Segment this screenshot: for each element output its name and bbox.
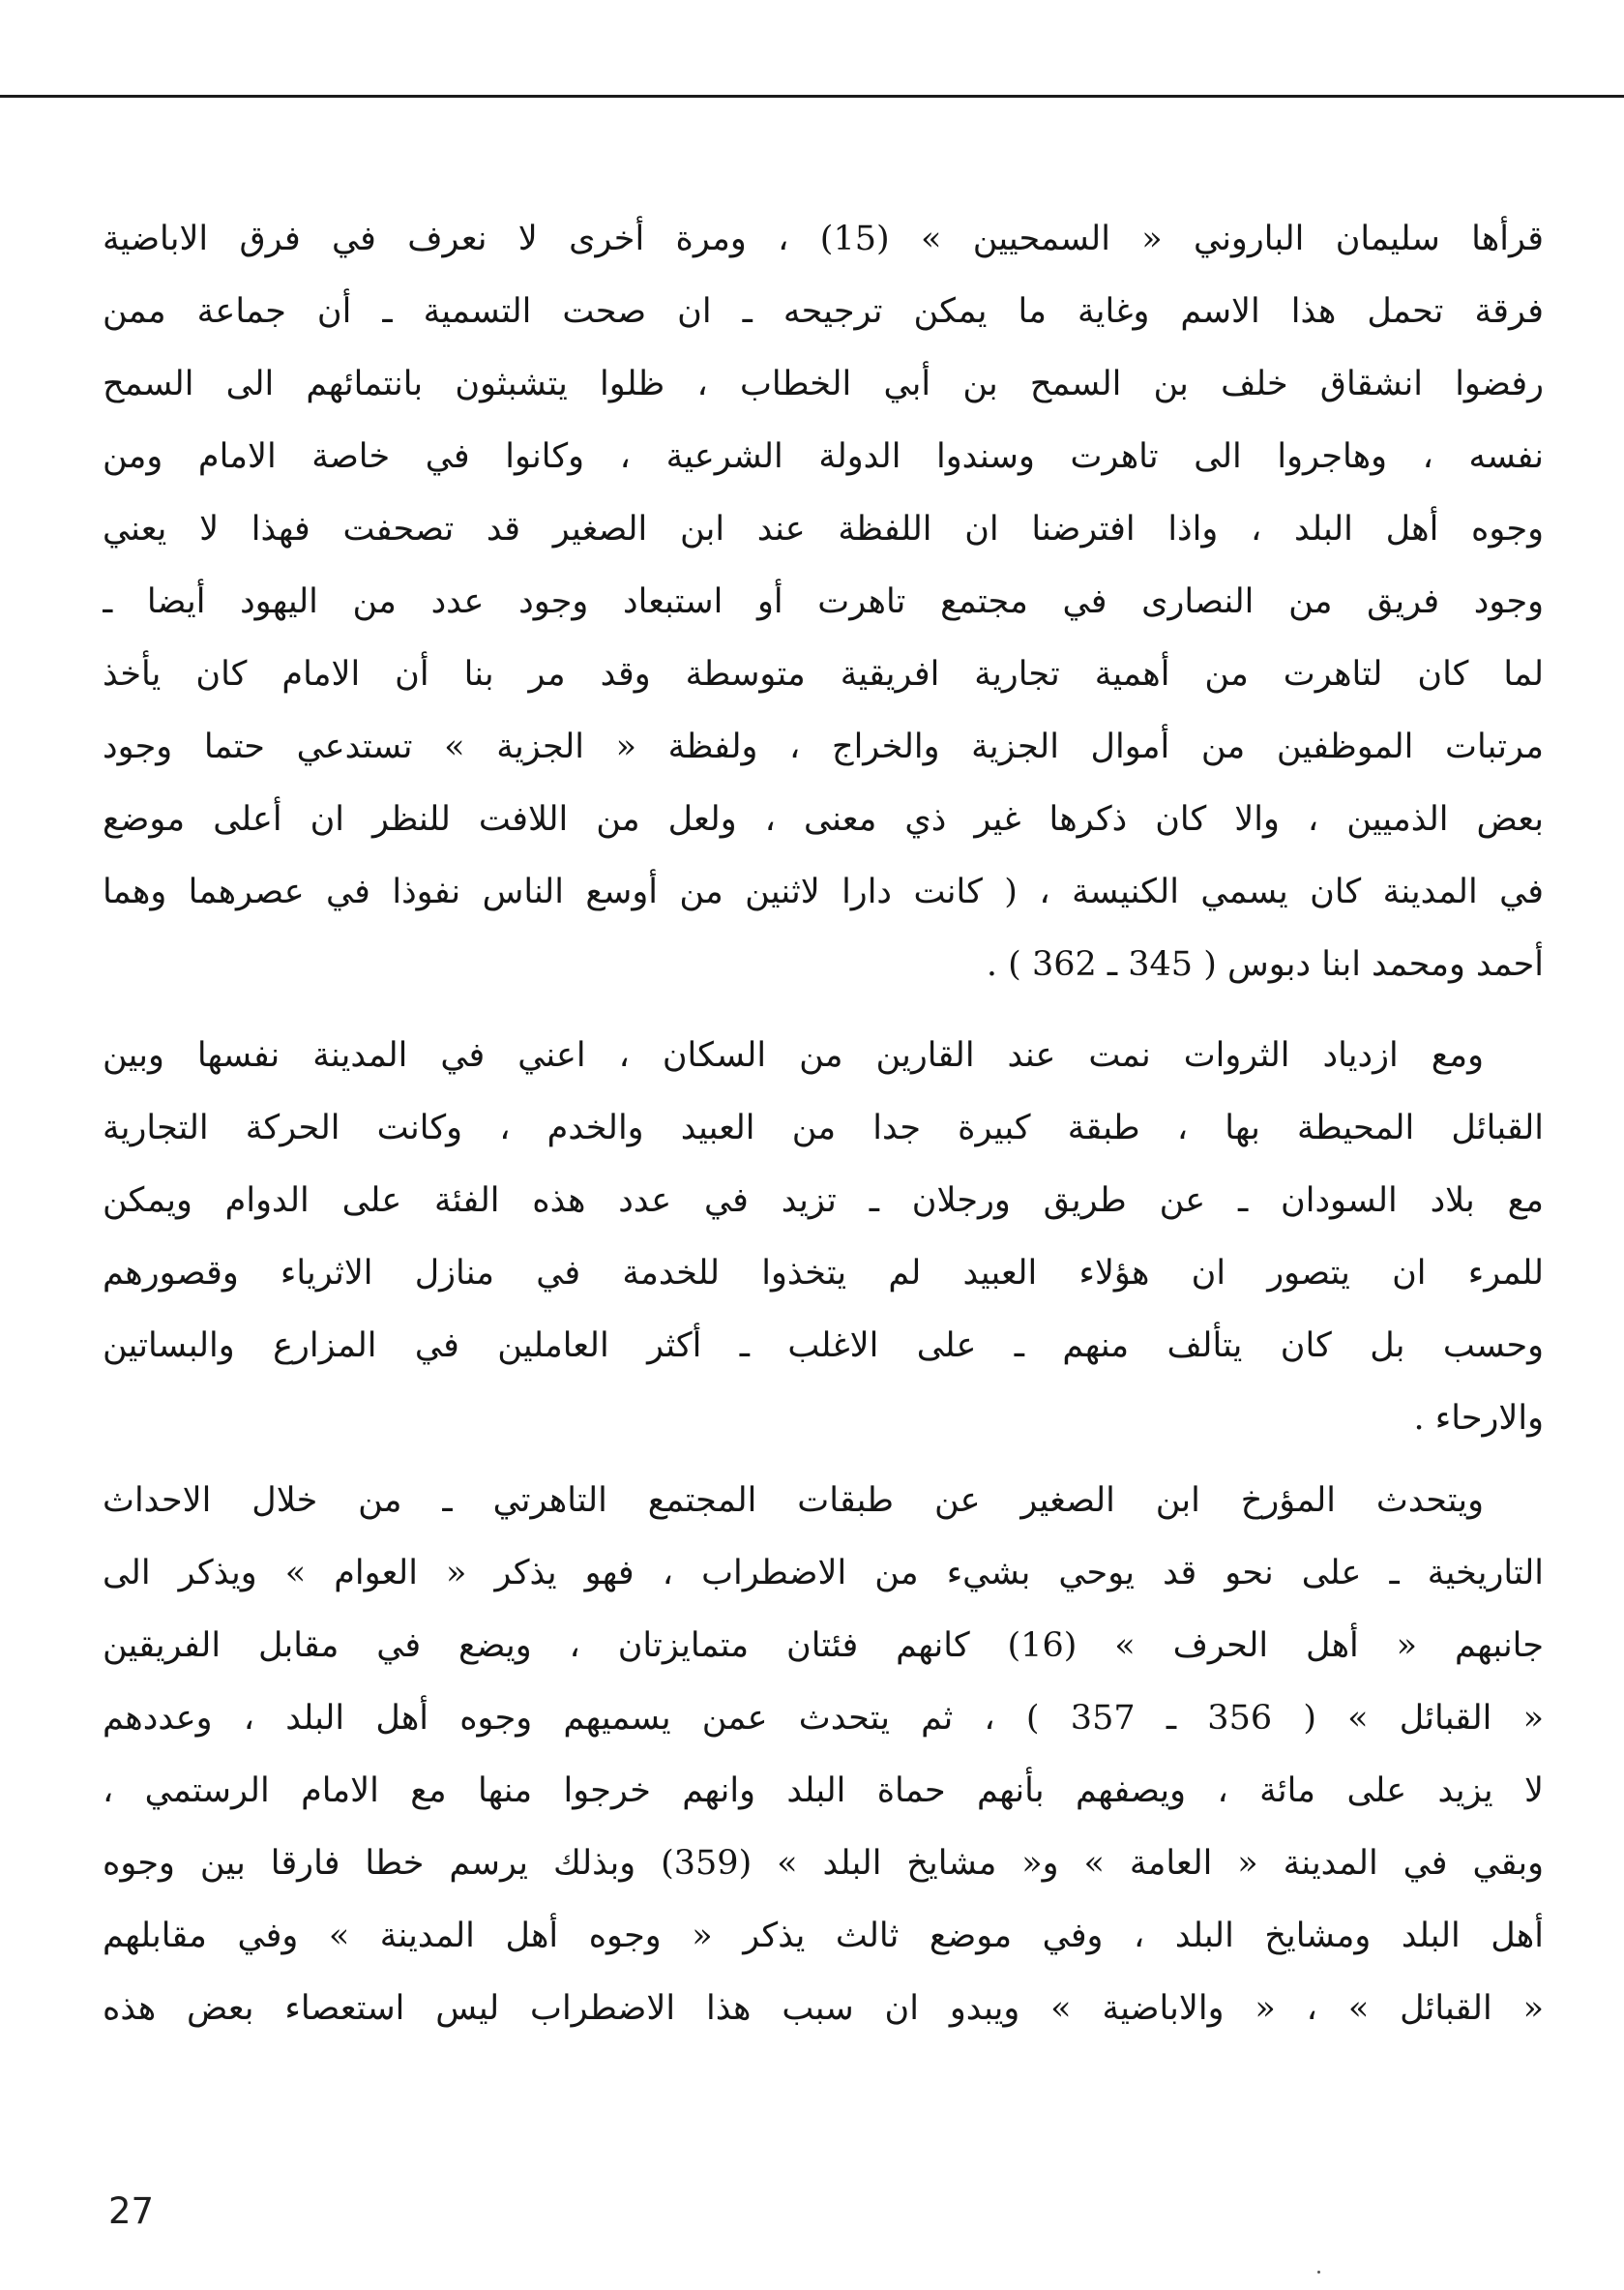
text-line: أحمد ومحمد ابنا دبوس ( 345 ـ 362 ) . — [986, 945, 1544, 984]
text-line: لما كان لتاهرت من أهمية تجارية افريقية متوسطة وقد مر بنا أن الامام كان يأخذ — [103, 655, 1544, 694]
text-line: وجود فريق من النصارى في مجتمع تاهرت أو استبعاد وجود عدد من اليهود أيضا ـ — [103, 582, 1544, 621]
text-line: أهل البلد ومشايخ البلد ، وفي موضع ثالث يذكر « وجوه أهل المدينة » وفي مقابلهم — [103, 1917, 1544, 1955]
text-line: والارحاء . — [1413, 1399, 1544, 1438]
text-line: مرتبات الموظفين من أموال الجزية والخراج ، ولفظة « الجزية » تستدعي حتما وجود — [103, 728, 1544, 766]
text-line: قرأها سليمان الباروني « السمحيين » (15) ، ومرة أخرى لا نعرف في فرق الاباضية — [103, 220, 1544, 258]
text-line: « القبائل » ، « والاباضية » ويبدو ان سبب هذا الاضطراب ليس استعصاء بعض هذه — [103, 1989, 1544, 2028]
text-line: رفضوا انشقاق خلف بن السمح بن أبي الخطاب ، ظلوا يتشبثون بانتمائهم الى السمح — [103, 365, 1544, 403]
text-line: جانبهم « أهل الحرف » (16) كانهم فئتان متمايزتان ، ويضع في مقابل الفريقين — [103, 1626, 1544, 1665]
page-number: 27 — [108, 2190, 155, 2232]
text-line: نفسه ، وهاجروا الى تاهرت وسندوا الدولة الشرعية ، وكانوا في خاصة الامام ومن — [103, 437, 1544, 476]
text-line: « القبائل » ( 356 ـ 357 ) ، ثم يتحدث عمن يسميهم وجوه أهل البلد ، وعددهم — [103, 1699, 1544, 1738]
text-line: بعض الذميين ، والا كان ذكرها غير ذي معنى ، ولعل من اللافت للنظر ان أعلى موضع — [103, 800, 1544, 839]
text-line: للمرء ان يتصور ان هؤلاء العبيد لم يتخذوا للخدمة في منازل الاثرياء وقصورهم — [103, 1254, 1544, 1293]
text-line: وجوه أهل البلد ، واذا افترضنا ان اللفظة عند ابن الصغير قد تصحفت فهذا لا يعني — [103, 510, 1544, 549]
text-line: في المدينة كان يسمي الكنيسة ، ( كانت دارا لاثنين من أوسع الناس نفوذا في عصرهما وهما — [103, 873, 1544, 911]
paragraph-1 — [103, 203, 1544, 1001]
paragraph-3 — [103, 1465, 1544, 2045]
text-line: لا يزيد على مائة ، ويصفهم بأنهم حماة البلد وانهم خرجوا منها مع الامام الرستمي ، — [103, 1771, 1544, 1810]
text-line: القبائل المحيطة بها ، طبقة كبيرة جدا من العبيد والخدم ، وكانت الحركة التجارية — [103, 1109, 1544, 1147]
text-line: وبقي في المدينة « العامة » و« مشايخ البلد » (359) وبذلك يرسم خطا فارقا بين وجوه — [103, 1844, 1544, 1883]
text-line: مع بلاد السودان ـ عن طريق ورجلان ـ تزيد في عدد هذه الفئة على الدوام ويمكن — [103, 1181, 1544, 1220]
text-line: ومع ازدياد الثروات نمت عند القارين من السكان ، اعني في المدينة نفسها وبين — [103, 1036, 1484, 1075]
paragraph-2 — [103, 1020, 1544, 1455]
scan-speck — [1317, 2271, 1320, 2274]
top-rule — [0, 95, 1624, 98]
text-line: وحسب بل كان يتألف منهم ـ على الاغلب ـ أكثر العاملين في المزارع والبساتين — [103, 1326, 1544, 1365]
text-line: التاريخية ـ على نحو قد يوحي بشيء من الاضطراب ، فهو يذكر « العوام » ويذكر الى — [103, 1554, 1544, 1592]
text-line: فرقة تحمل هذا الاسم وغاية ما يمكن ترجيحه ـ ان صحت التسمية ـ أن جماعة ممن — [103, 292, 1544, 331]
text-line: ويتحدث المؤرخ ابن الصغير عن طبقات المجتمع التاهرتي ـ من خلال الاحداث — [103, 1481, 1484, 1520]
